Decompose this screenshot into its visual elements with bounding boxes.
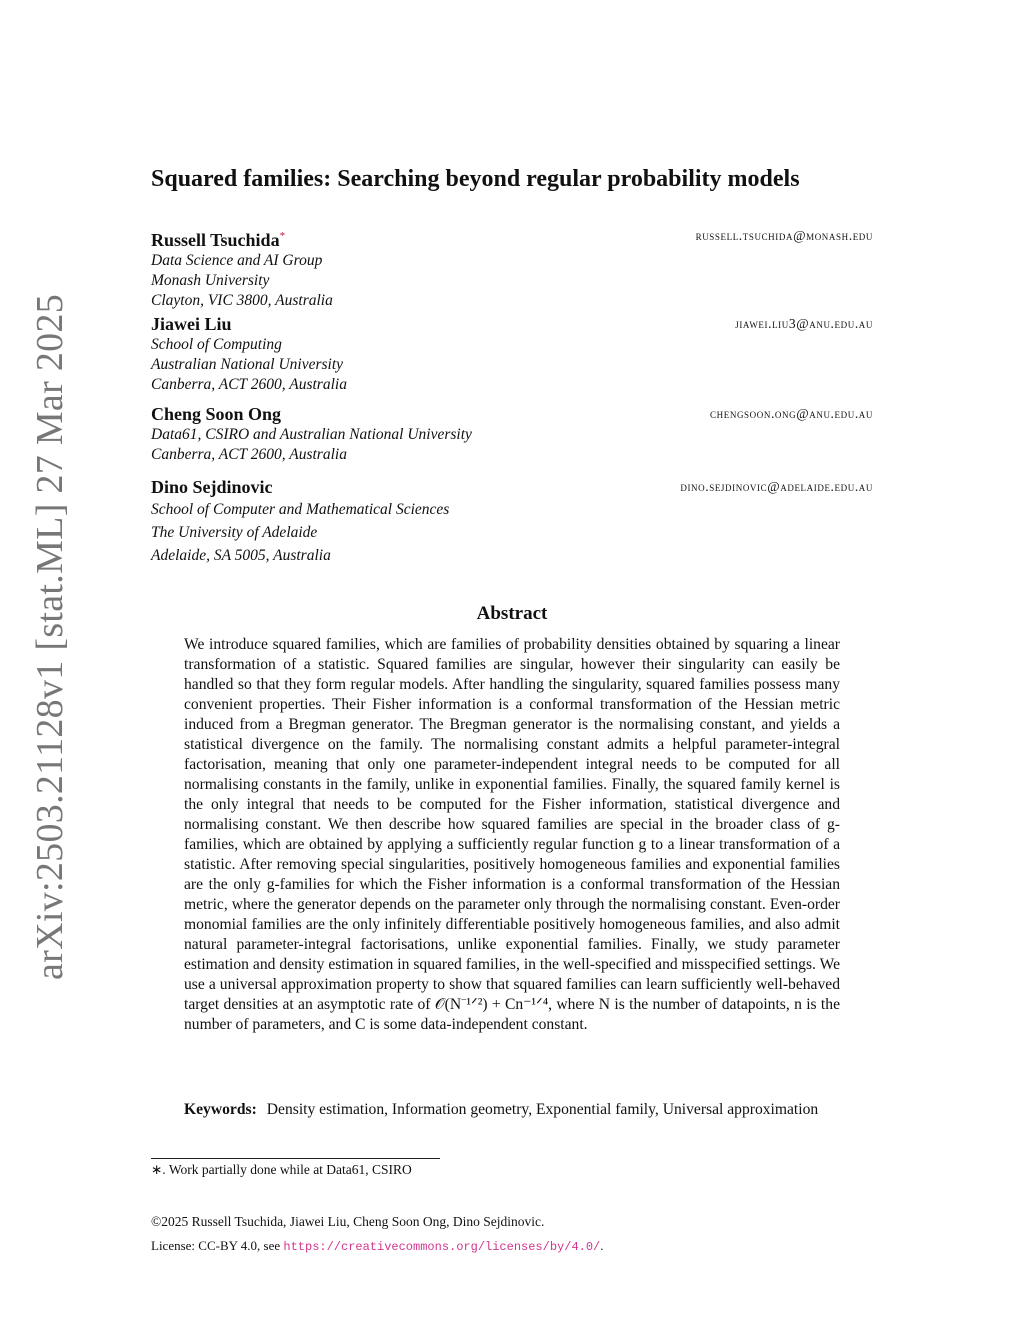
affiliation-line: The University of Adelaide: [151, 524, 318, 541]
paper-title: Squared families: Searching beyond regular probability models: [151, 166, 800, 192]
license-line: [151, 1238, 604, 1254]
author-name: Cheng Soon Ong: [151, 404, 282, 424]
author-block: [151, 225, 873, 311]
license-prefix: License: CC-BY 4.0, see: [151, 1238, 284, 1253]
footnote-mark[interactable]: *: [279, 230, 286, 242]
abstract-heading: Abstract: [476, 603, 548, 624]
abstract-body: We introduce squared families, which are families of probability densities obtained by squaring a linear transformation of a statistic. Squared families are singular, however their singularity can easily be handled so that they form regular models. After handling the singularity, squared families possess many convenient properties. Their Fisher information is a conformal transformation of the Hessian metric induced from a Bregman generator. The Bregman generator is the normalising constant, and yields a statistical divergence on the family. The normalising constant admits a helpful parameter-integral factorisation, meaning that only one parameter-independent integral needs to be computed for all normalising constants in the family, unlike in exponential families. Finally, the squared family kernel is the only integral that needs to be computed for the Fisher information, statistical divergence and normalising constant. We then describe how squared families are special in the broader class of g-families, which are obtained by applying a sufficiently regular function g to a linear transformation of a statistic. After removing special singularities, positively homogeneous families and exponential families are the only g-families for which the Fisher information is a conformal transformation of the Hessian metric, where the generator depends on the parameter only through the normalising constant. Even-order monomial families are the only infinitely differentiable positively homogeneous families, and also admit natural parameter-integral factorisations, unlike exponential families. Finally, we study parameter estimation and density estimation in squared families, in the well-specified and misspecified settings. We use a universal approximation property to show that squared families can learn sufficiently well-behaved target densities at an asymptotic rate of 𝒪(N⁻¹ᐟ²) + Cn⁻¹ᐟ⁴, where N is the number of datapoints, n is the number of parameters, and C is some data-independent constant.: [184, 636, 840, 1033]
keywords-label: Keywords:: [184, 1101, 257, 1118]
keywords: [184, 1100, 840, 1120]
footnote: ∗. Work partially done while at Data61, CSIRO: [151, 1162, 412, 1177]
affiliation-line: School of Computer and Mathematical Sciences: [151, 501, 450, 518]
author-email[interactable]: chengsoon.ong@anu.edu.au: [710, 406, 873, 421]
affiliation-line: School of Computing: [151, 336, 282, 353]
arxiv-sidebar-stamp: arXiv:2503.21128v1 [stat.ML] 27 Mar 2025: [29, 293, 71, 980]
affiliation-line: Clayton, VIC 3800, Australia: [151, 292, 333, 309]
author-name: Russell Tsuchida*: [151, 230, 286, 250]
license-link[interactable]: https://creativecommons.org/licenses/by/4.0/: [283, 1240, 601, 1254]
license-suffix: .: [600, 1238, 604, 1253]
author-email[interactable]: dino.sejdinovic@adelaide.edu.au: [680, 479, 873, 494]
author-name: Jiawei Liu: [151, 314, 232, 334]
author-block: [151, 476, 873, 567]
author-block: [151, 403, 873, 465]
keywords-text: Density estimation, Information geometry, Exponential family, Universal approximation: [266, 1101, 819, 1118]
affiliation-line: Adelaide, SA 5005, Australia: [151, 547, 331, 564]
affiliation-line: Canberra, ACT 2600, Australia: [151, 376, 347, 393]
affiliation-line: Monash University: [151, 272, 270, 289]
author-block: [151, 313, 873, 395]
affiliation-line: Canberra, ACT 2600, Australia: [151, 446, 347, 463]
author-name: Dino Sejdinovic: [151, 477, 273, 497]
copyright-line: ©2025 Russell Tsuchida, Jiawei Liu, Cheng Soon Ong, Dino Sejdinovic.: [151, 1214, 545, 1229]
affiliation-line: Data61, CSIRO and Australian National University: [151, 426, 472, 443]
author-email[interactable]: jiawei.liu3@anu.edu.au: [735, 316, 873, 331]
affiliation-line: Australian National University: [151, 356, 344, 373]
author-email[interactable]: russell.tsuchida@monash.edu: [695, 228, 873, 243]
affiliation-line: Data Science and AI Group: [151, 252, 323, 269]
footnote-rule: [151, 1158, 440, 1159]
